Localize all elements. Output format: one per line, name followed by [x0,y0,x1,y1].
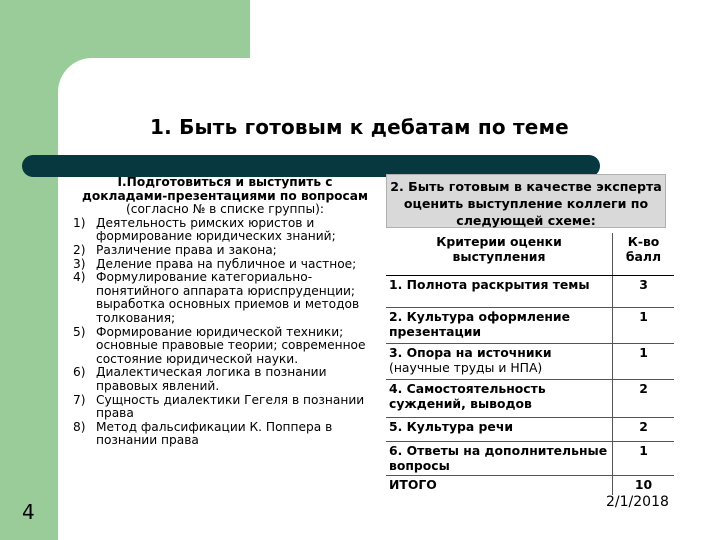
criteria-table [386,233,674,495]
criteria-note: (научные труды и НПА) [389,359,543,375]
table-row [386,344,674,380]
assignment-item-number: 4) [73,270,86,285]
score-cell: 1 [613,308,675,344]
assignment-item-number: 2) [73,242,86,257]
criteria-column-header: Критерии оценки выступления [386,233,613,276]
assignment-item-text: Формирование юридической техники; основные правовые теории; современное состояние юридической науки. [96,324,366,366]
criteria-cell [386,380,613,418]
criteria-text: 5. Культура речи [389,419,514,434]
assignment-item-number: 6) [73,365,86,380]
assignment-item [73,421,377,448]
assignment-item-text: Сущность диалектики Гегеля в познании права [96,392,365,421]
slide-date: 2/1/2018 [606,494,669,510]
expert-heading: 2. Быть готовым в качестве эксперта оценить выступление коллеги по следующей схеме: [386,174,666,228]
assignment-item-text: Деятельность римских юристов и формирование юридических знаний; [96,215,336,244]
criteria-cell [386,442,613,476]
total-label: ИТОГО [389,477,437,492]
total-score: 10 [613,476,675,495]
score-cell: 3 [613,276,675,308]
score-cell: 2 [613,380,675,418]
assignment-item-text: Диалектическая логика в познании правовых явлений. [96,365,327,393]
assignment-item-number: 7) [73,392,86,407]
slide-number: 4 [22,500,35,524]
assignment-item [73,258,377,272]
assignment-item [73,394,377,421]
criteria-text: 3. Опора на источники [389,345,552,360]
table-row [386,418,674,442]
assignment-item-number: 5) [73,324,86,339]
assignment-item-text: Формулирование категориально-понятийного аппарата юриспруденции; выработка основных приемов и методов толкования; [96,270,360,325]
assignment-item-text: Метод фальсификации К. Поппера в познании права [96,419,333,448]
assignment-item-text: Различение права и закона; [96,242,277,257]
table-header-row [386,233,674,276]
table-row [386,442,674,476]
table-row [386,276,674,308]
criteria-cell [386,344,613,380]
score-cell: 1 [613,442,675,476]
assignment-list [73,176,377,448]
assignment-item [73,366,377,393]
criteria-text: 1. Полнота раскрытия темы [389,277,590,292]
assignment-item-text: Деление права на публичное и частное; [96,256,357,271]
assignment-item [73,244,377,258]
score-cell: 1 [613,344,675,380]
assignment-item-number: 8) [73,419,86,434]
criteria-text: 6. Ответы на дополнительные вопросы [389,443,608,473]
assignment-item-number: 1) [73,215,86,230]
criteria-text: 2. Культура оформление презентации [389,309,571,339]
assignment-item [73,271,377,325]
assignment-item [73,217,377,244]
assignment-item [73,326,377,367]
table-row [386,308,674,344]
score-cell: 2 [613,418,675,442]
assignment-subheading: (согласно № в списке группы): [126,202,324,217]
total-row [386,476,674,495]
criteria-cell [386,308,613,344]
table-row [386,380,674,418]
criteria-cell [386,276,613,308]
slide-title: 1. Быть готовым к дебатам по теме [150,115,569,139]
assignment-item-number: 3) [73,256,86,271]
assignment-heading: I.Подготовиться и выступить с докладами-презентациями по вопросам [82,175,368,203]
score-column-header: К-во балл [613,233,675,276]
criteria-cell [386,418,613,442]
criteria-text: 4. Самостоятельность суждений, выводов [389,381,546,411]
